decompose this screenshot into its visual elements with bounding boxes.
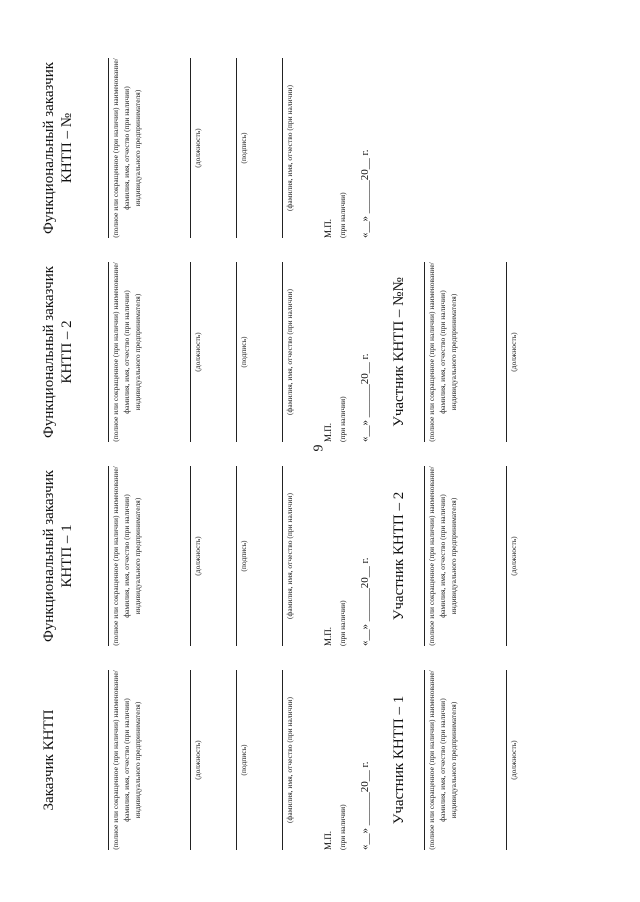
signature-caption: (подпись) bbox=[239, 336, 248, 368]
position-line[interactable] bbox=[190, 58, 191, 238]
full-name-line[interactable] bbox=[282, 670, 283, 850]
participant-org-line[interactable] bbox=[424, 466, 425, 646]
participant-position-line[interactable] bbox=[506, 466, 507, 646]
full-name-line[interactable] bbox=[282, 466, 283, 646]
participant-org-caption: (полное или сокращенное (при наличии) наименование/фамилия, имя, отчество (при наличии) индивидуального предпринимателя) bbox=[427, 262, 458, 442]
date-field[interactable]: «__» ______20__ г. bbox=[359, 761, 371, 850]
participant-org-line[interactable] bbox=[424, 670, 425, 850]
signature-line[interactable] bbox=[236, 670, 237, 850]
stamp-note: (при наличии) bbox=[338, 396, 347, 442]
org-name-caption: (полное или сокращенное (при наличии) наименование/фамилия, имя, отчество (при наличии) индивидуального предпринимателя) bbox=[111, 262, 142, 442]
full-name-caption: (фамилия, имя, отчество (при наличии) bbox=[285, 697, 294, 823]
full-name-line[interactable] bbox=[282, 58, 283, 238]
stamp-label: М.П. bbox=[323, 830, 333, 850]
participant-position-caption: (должность) bbox=[509, 536, 518, 576]
participant-org-caption: (полное или сокращенное (при наличии) наименование/фамилия, имя, отчество (при наличии) индивидуального предпринимателя) bbox=[427, 670, 458, 850]
block-title: Функциональный заказчик КНТП – 1 bbox=[41, 469, 75, 643]
participant-org-line[interactable] bbox=[424, 262, 425, 442]
stamp-label: М.П. bbox=[323, 626, 333, 646]
participant-title: Участник КНТП – 1 bbox=[391, 695, 407, 825]
signature-sheet bbox=[20, 32, 620, 874]
stamp-note: (при наличии) bbox=[338, 192, 347, 238]
stamp-label: М.П. bbox=[323, 218, 333, 238]
block-title: Заказчик КНТП bbox=[41, 709, 57, 811]
participant-org-caption: (полное или сокращенное (при наличии) наименование/фамилия, имя, отчество (при наличии) индивидуального предпринимателя) bbox=[427, 466, 458, 646]
date-field[interactable]: «__» ______20__ г. bbox=[359, 149, 371, 238]
stamp-label: М.П. bbox=[323, 422, 333, 442]
org-name-caption: (полное или сокращенное (при наличии) наименование/фамилия, имя, отчество (при наличии) индивидуального предпринимателя) bbox=[111, 670, 142, 850]
signature-line[interactable] bbox=[236, 262, 237, 442]
signature-line[interactable] bbox=[236, 466, 237, 646]
org-name-caption: (полное или сокращенное (при наличии) наименование/фамилия, имя, отчество (при наличии) индивидуального предпринимателя) bbox=[111, 58, 142, 238]
stamp-note: (при наличии) bbox=[338, 804, 347, 850]
participant-position-line[interactable] bbox=[506, 670, 507, 850]
signature-line[interactable] bbox=[236, 58, 237, 238]
participant-position-line[interactable] bbox=[506, 262, 507, 442]
full-name-caption: (фамилия, имя, отчество (при наличии) bbox=[285, 289, 294, 415]
block-title: Функциональный заказчик КНТП – № bbox=[41, 61, 75, 235]
full-name-line[interactable] bbox=[282, 262, 283, 442]
signature-caption: (подпись) bbox=[239, 744, 248, 776]
position-caption: (должность) bbox=[193, 740, 202, 780]
org-name-line[interactable] bbox=[108, 58, 109, 238]
participant-title: Участник КНТП – 2 bbox=[391, 491, 407, 621]
date-field[interactable]: «__» ______20__ г. bbox=[359, 353, 371, 442]
participant-position-caption: (должность) bbox=[509, 740, 518, 780]
position-caption: (должность) bbox=[193, 536, 202, 576]
signature-caption: (подпись) bbox=[239, 132, 248, 164]
position-caption: (должность) bbox=[193, 128, 202, 168]
org-name-line[interactable] bbox=[108, 466, 109, 646]
org-name-caption: (полное или сокращенное (при наличии) наименование/фамилия, имя, отчество (при наличии) индивидуального предпринимателя) bbox=[111, 466, 142, 646]
org-name-line[interactable] bbox=[108, 670, 109, 850]
position-line[interactable] bbox=[190, 466, 191, 646]
page-number: 9 bbox=[311, 444, 327, 452]
org-name-line[interactable] bbox=[108, 262, 109, 442]
signature-caption: (подпись) bbox=[239, 540, 248, 572]
full-name-caption: (фамилия, имя, отчество (при наличии) bbox=[285, 493, 294, 619]
participant-title: Участник КНТП – №№ bbox=[391, 277, 407, 427]
position-line[interactable] bbox=[190, 670, 191, 850]
position-caption: (должность) bbox=[193, 332, 202, 372]
block-title: Функциональный заказчик КНТП – 2 bbox=[41, 265, 75, 439]
date-field[interactable]: «__» ______20__ г. bbox=[359, 557, 371, 646]
stamp-note: (при наличии) bbox=[338, 600, 347, 646]
position-line[interactable] bbox=[190, 262, 191, 442]
full-name-caption: (фамилия, имя, отчество (при наличии) bbox=[285, 85, 294, 211]
participant-position-caption: (должность) bbox=[509, 332, 518, 372]
